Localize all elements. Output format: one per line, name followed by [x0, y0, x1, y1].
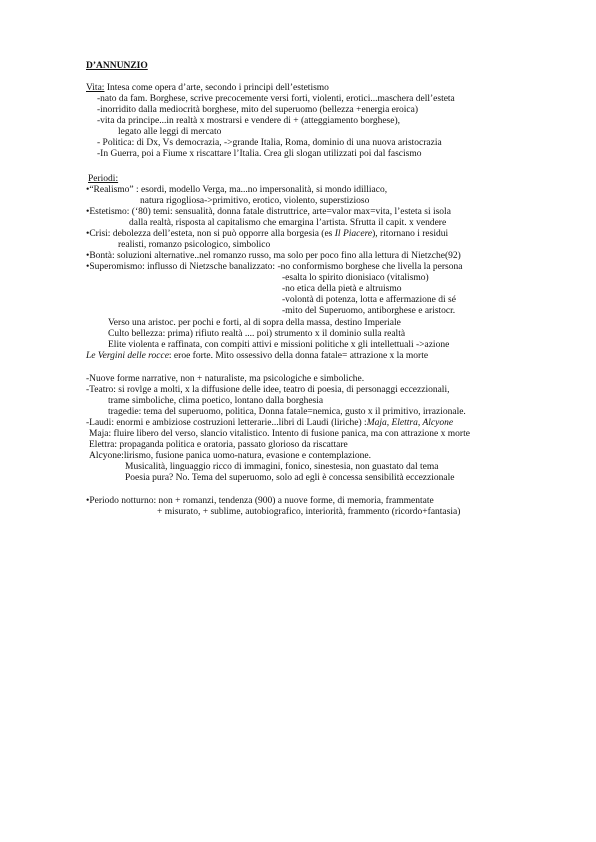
vita-line: -nato da fam. Borghese, scrive precocemente versi forti, violenti, erotici...maschera dell’esteta — [97, 94, 455, 104]
vita-line: -In Guerra, poi a Fiume x riscattare l’Italia. Crea gli slogan utilizzati poi dal fascismo — [97, 149, 422, 159]
laudi-works-titles: Maja, Elettra, Alcyone — [366, 418, 454, 428]
vergini-text: : eroe forte. Mito ossessivo della donna fatale= attrazione x la morte — [168, 351, 429, 361]
bonta-line: •Bontà: soluzioni alternative..nel romanzo russo, ma solo per poco fino alla lettura di Nietzche(92) — [86, 251, 461, 261]
alcyone-sub-line: Musicalità, linguaggio ricco di immagini, fonico, sinestesia, non guastato dal tema — [125, 462, 439, 472]
superomismo-list-item: -volontà di potenza, lotta e affermazione di sé — [282, 295, 456, 305]
crisi-text: •Crisi: debolezza dell’esteta, non si può opporre alla borgesia (es — [86, 229, 335, 239]
superomismo-sub-line: Elite violenta e raffinata, con compiti attivi e missioni politiche x gli intellettuali ->azione — [108, 340, 450, 350]
laudi-detail-line: Maja: fluire libero del verso, slancio vitalistico. Intento di fusione panica, ma con attrazione x morte — [89, 429, 470, 439]
vita-label: Vita: — [86, 83, 105, 93]
periodi-label: Periodi: — [88, 174, 119, 184]
vergini-work-title: Le Vergini delle rocce — [86, 351, 169, 361]
laudi-detail-line: Elettra: propaganda politica e oratoria, passato glorioso da riscattare — [89, 440, 348, 450]
superomismo-sub-line: Culto bellezza: prima) rifiuto realtà .... poi) strumento x il dominio sulla realtà — [108, 329, 406, 339]
crisi-text-end: ), ritornano i residui — [372, 229, 449, 239]
estetismo-line: •Estetismo: (‘80) temi: sensualità, donna fatale distruttrice, arte=valor max=vita, l’esteta si isola — [86, 207, 451, 217]
forme-line: tragedie: tema del superuomo, politica, Donna fatale=nemica, gusto x il primitivo, irrazionale. — [108, 407, 466, 417]
alcyone-sub-line: Poesia pura? No. Tema del superuomo, solo ad egli è concessa sensibilità eccezzionale — [125, 473, 455, 483]
superomismo-list-item: -no etica della pietà e altruismo — [282, 284, 402, 294]
vergini-line — [86, 351, 428, 362]
notturno-line: + misurato, + sublime, autobiografico, interiorità, frammento (ricordo+fantasia) — [157, 507, 461, 517]
crisi-line: realisti, romanzo psicologico, simbolico — [118, 240, 271, 250]
vita-heading-line — [86, 83, 329, 94]
laudi-line — [86, 418, 453, 429]
forme-line: -Teatro: si rovlge a molti, x la diffusione delle idee, teatro di poesia, di personaggi eccezzionali, — [86, 385, 450, 395]
notturno-line: •Periodo notturno: non + romanzi, tendenza (900) a nuove forme, di memoria, frammentate — [86, 496, 434, 506]
forme-line: -Nuove forme narrative, non + naturaliste, ma psicologiche e simboliche. — [86, 374, 365, 384]
superomismo-sub-line: Verso una aristoc. per pochi e forti, al di sopra della massa, destino Imperiale — [108, 318, 401, 328]
vita-line: -inorridito dalla mediocrità borghese, mito del superuomo (bellezza +energia eroica) — [97, 105, 419, 115]
document-title: D’ANNUNZIO — [86, 61, 148, 71]
realismo-line: natura rigogliosa->primitivo, erotico, violento, superstizioso — [140, 196, 370, 206]
laudi-detail-line: Alcyone:lirismo, fusione panica uomo-natura, evasione e contemplazione. — [89, 451, 372, 461]
vita-line: - Politica: di Dx, Vs democrazia, ->grande Italia, Roma, dominio di una nuova aristocrazia — [97, 138, 442, 148]
vita-intro: Intesa come opera d’arte, secondo i principi dell’estetismo — [104, 83, 329, 93]
superomismo-line: •Superomismo: influsso di Nietzsche banalizzato: -no conformismo borghese che livella la persona — [86, 262, 463, 272]
vita-line: -vita da principe...in realtà x mostrarsi e vendere di + (atteggiamento borghese), — [97, 116, 401, 126]
realismo-line: •“Realismo” : esordi, modello Verga, ma...no impersonalità, si mondo idilliaco, — [86, 185, 388, 195]
estetismo-line: dalla realtà, risposta al capitalismo che emargina l’artista. Sfrutta il capit. x vendere — [129, 218, 447, 228]
forme-line: trame simboliche, clima poetico, lontano dalla borghesia — [108, 396, 324, 406]
superomismo-list-item: -esalta lo spirito dionisiaco (vitalismo) — [282, 273, 429, 283]
crisi-work-title: Il Piacere — [334, 229, 373, 239]
crisi-line — [86, 229, 448, 240]
laudi-text: -Laudi: enormi e ambiziose costruzioni letterarie...libri di Laudi (liriche) : — [86, 418, 367, 428]
vita-line: legato alle leggi di mercato — [118, 127, 222, 137]
superomismo-list-item: -mito del Superuomo, antiborghese e aristocr. — [282, 306, 456, 316]
